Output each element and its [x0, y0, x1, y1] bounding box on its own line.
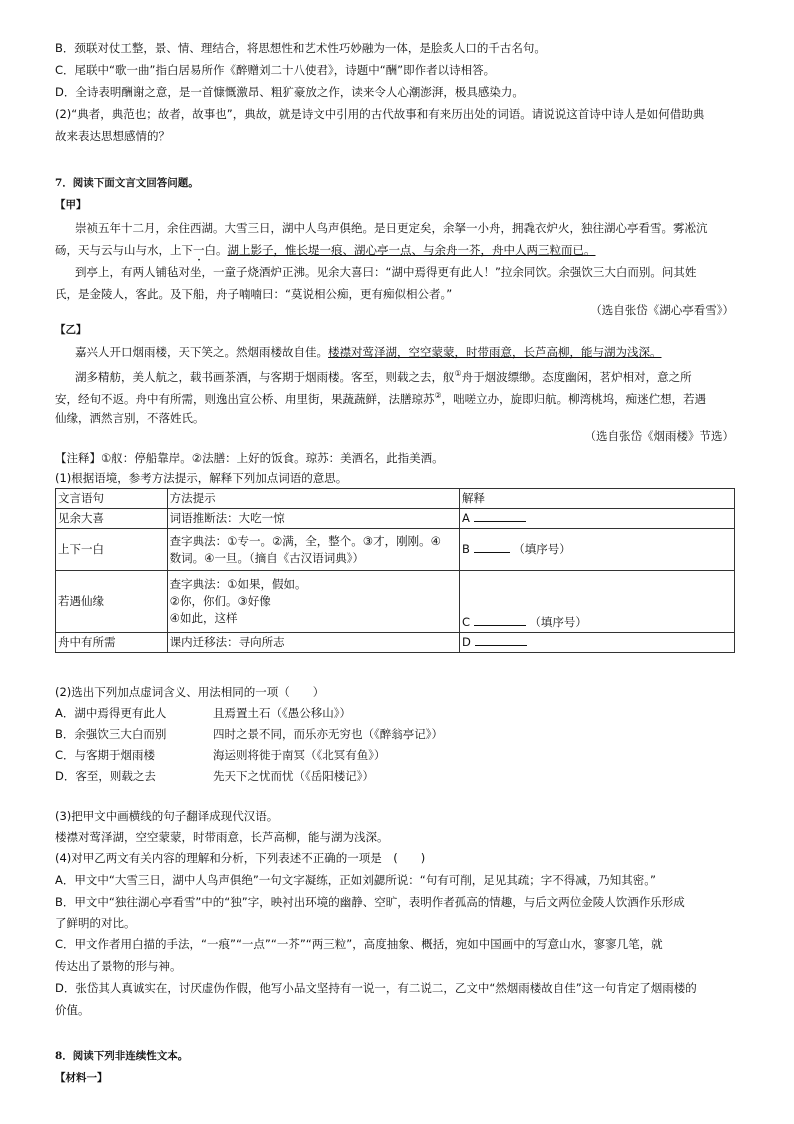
- sub4-option-b-line2: 了鲜明的对比。: [55, 916, 136, 930]
- jia-paragraph2-line1: 到亭上，有两人铺毡对坐，一童子烧酒炉正沸。见余大喜曰：“湖中焉得更有此人！”拉余同饮。余强饮三大白而别。问其姓: [75, 265, 697, 279]
- table-cell-phrase: 见余大喜: [56, 509, 168, 529]
- sub-question-3: (3)把甲文中画横线的句子翻译成现代汉语。: [55, 809, 279, 823]
- yi-paragraph1: 嘉兴人开口烟雨楼，天下笑之。然烟雨楼故自佳。楼襟对莺泽湖，空空蒙蒙，时带雨意，长芦高柳，能与湖为浅深。: [75, 345, 662, 359]
- q7-title: 7．阅读下面文言文回答问题。: [55, 177, 199, 189]
- sub2-option-c[interactable]: C．与客期于烟雨楼 海运则将徙于南冥（《北冥有鱼》）: [55, 748, 386, 762]
- sub2-option-d[interactable]: D．客至，则载之去 先天下之忧而忧（《岳阳楼记》）: [55, 769, 374, 783]
- table-cell-answer[interactable]: A: [460, 509, 735, 529]
- yi-source: （选自张岱《烟雨楼》节选）: [584, 429, 734, 443]
- jia-label: 【甲】: [55, 199, 87, 211]
- sub4-option-a[interactable]: A．甲文中“大雪三日，湖中人鸟声俱绝”一句文字凝练，正如刘勰所说：“句有可削，足见其疏；字不得减，乃知其密。”: [55, 873, 656, 887]
- table-cell-hint: 课内迁移法：寻向所志: [167, 633, 459, 653]
- table-cell-phrase: 若遇仙缘: [56, 571, 168, 633]
- sub-question-4: (4)对甲乙两文有关内容的理解和分析，下列表述不正确的一项是 ( ): [55, 851, 426, 865]
- table-header: 方法提示: [167, 489, 459, 509]
- question-2-line2: 故来表达思想感情的？: [55, 129, 170, 143]
- sub4-option-d-line1[interactable]: D．张岱其人真诚实在，讨厌虚伪作假，他写小品文坚持有一说一，有二说二，乙文中“然烟雨楼故自佳”这一句肯定了烟雨楼的: [55, 981, 697, 995]
- answer-blank[interactable]: [474, 542, 510, 553]
- sub3-sentence: 楼襟对莺泽湖，空空蒙蒙，时带雨意，长芦高柳，能与湖为浅深。: [55, 830, 389, 844]
- answer-blank[interactable]: [475, 635, 527, 646]
- yi-underlined-sentence: 楼襟对莺泽湖，空空蒙蒙，时带雨意，长芦高柳，能与湖为浅深。: [328, 345, 662, 359]
- sub4-option-d-line2: 价值。: [55, 1003, 90, 1017]
- answer-table: [55, 488, 735, 653]
- table-header: 解释: [460, 489, 735, 509]
- jia-paragraph1-line1: 崇祯五年十二月，余住西湖。大雪三日，湖中人鸟声俱绝。是日更定矣，余拏一小舟，拥毳衣炉火，独往湖心亭看雪。雾凇沆: [75, 221, 708, 235]
- footnote: 【注释】①舣：停船靠岸。②法膳：上好的饭食。琼苏：美酒名，此指美酒。: [55, 451, 444, 465]
- table-row: [56, 509, 735, 529]
- question-2-line1: (2)“典者，典范也；故者，故事也”，典故，就是诗文中引用的古代故事和有来历出处的词语。请说说这首诗中诗人是如何借助典: [55, 107, 705, 121]
- table-cell-hint: 查字典法：①专一。②满，全，整个。③才，刚刚。④ 数词。④一旦。（摘自《古汉语词典》）: [167, 529, 459, 571]
- answer-blank[interactable]: [474, 615, 526, 626]
- sub4-option-c-line1[interactable]: C．甲文作者用白描的手法，“一痕”“一点”“一芥”“两三粒”，高度抽象、概括，宛如中国画中的写意山水，寥寥几笔，就: [55, 937, 663, 951]
- table-cell-answer[interactable]: B （填序号）: [460, 529, 735, 571]
- sub4-option-c-line2: 传达出了景物的形与神。: [55, 959, 182, 973]
- option-c-line: C．尾联中“歌一曲”指白居易所作《醉赠刘二十八使君》，诗题中“酬”即作者以诗相答。: [55, 63, 496, 77]
- sub2-option-a[interactable]: A．湖中焉得更有此人 且焉置土石（《愚公移山》）: [55, 706, 351, 720]
- table-row: [56, 571, 735, 633]
- option-d-line: D．全诗表明酬谢之意，是一首慷慨激昂、粗犷豪放之作，读来令人心潮澎湃，极具感染力。: [55, 85, 524, 99]
- table-header-row: [56, 489, 735, 509]
- table-cell-hint: 词语推断法：大吃一惊: [167, 509, 459, 529]
- yi-paragraph2-line2: 安，经旬不返。舟中有所需，则逸出宣公桥、甪里街，果蔬蔬鲜，法膳琼苏②，咄嗟立办，旋即归航。柳湾桃坞，痴迷伫想，若遇: [55, 391, 707, 406]
- yi-paragraph2-line3: 仙缘，洒然言别，不落姓氏。: [55, 411, 205, 425]
- jia-paragraph1-line2: 砀，天与云与山与水，上下一白。湖上影子，惟长堤一痕、湖心亭一点、与余舟一芥，舟中人两三粒而已。: [55, 243, 596, 257]
- answer-blank[interactable]: [474, 511, 526, 522]
- table-row: [56, 633, 735, 653]
- table-header: 文言语句: [56, 489, 168, 509]
- material-1-label: 【材料一】: [55, 1072, 108, 1084]
- sub2-option-b[interactable]: B．余强饮三大白而别 四时之景不同，而乐亦无穷也（《醉翁亭记》）: [55, 727, 443, 741]
- sub4-option-b-line1[interactable]: B．甲文中“独往湖心亭看雪”中的“独”字，映衬出环境的幽静、空旷，表明作者孤高的情趣，与后文两位金陵人饮酒作乐形成: [55, 895, 685, 909]
- jia-underlined-sentence: 湖上影子，惟长堤一痕、湖心亭一点、与余舟一芥，舟中人两三粒而已。: [227, 243, 596, 257]
- jia-source: （选自张岱《湖心亭看雪》）: [590, 303, 734, 317]
- sub-question-1: (1)根据语境，参考方法提示，解释下列加点词语的意思。: [55, 471, 348, 485]
- option-b-line: B．颈联对仗工整，景、情、理结合，将思想性和艺术性巧妙融为一体，是脍炙人口的千古名句。: [55, 41, 546, 55]
- q8-title: 8．阅读下列非连续性文本。: [55, 1050, 189, 1062]
- table-cell-hint: 查字典法：①如果，假如。 ②你，你们。③好像 ④如此，这样: [167, 571, 459, 633]
- yi-paragraph2-line1: 湖多精舫，美人航之，载书画茶酒，与客期于烟雨楼。客至，则载之去，舣①舟于烟波缥缈。态度幽闲，茗炉相对，意之所: [75, 369, 692, 384]
- jia-paragraph2-line2: 氏，是金陵人，客此。及下船，舟子喃喃曰：“莫说相公痴，更有痴似相公者。”: [55, 287, 453, 301]
- table-cell-answer[interactable]: D: [460, 633, 735, 653]
- table-cell-phrase: 舟中有所需: [56, 633, 168, 653]
- sub-question-2: (2)选出下列加点虚词含义、用法相同的一项（ ）: [55, 685, 325, 699]
- table-cell-phrase: 上下一白: [56, 529, 168, 571]
- table-cell-answer[interactable]: C （填序号）: [460, 571, 735, 633]
- table-row: [56, 529, 735, 571]
- yi-label: 【乙】: [55, 324, 87, 336]
